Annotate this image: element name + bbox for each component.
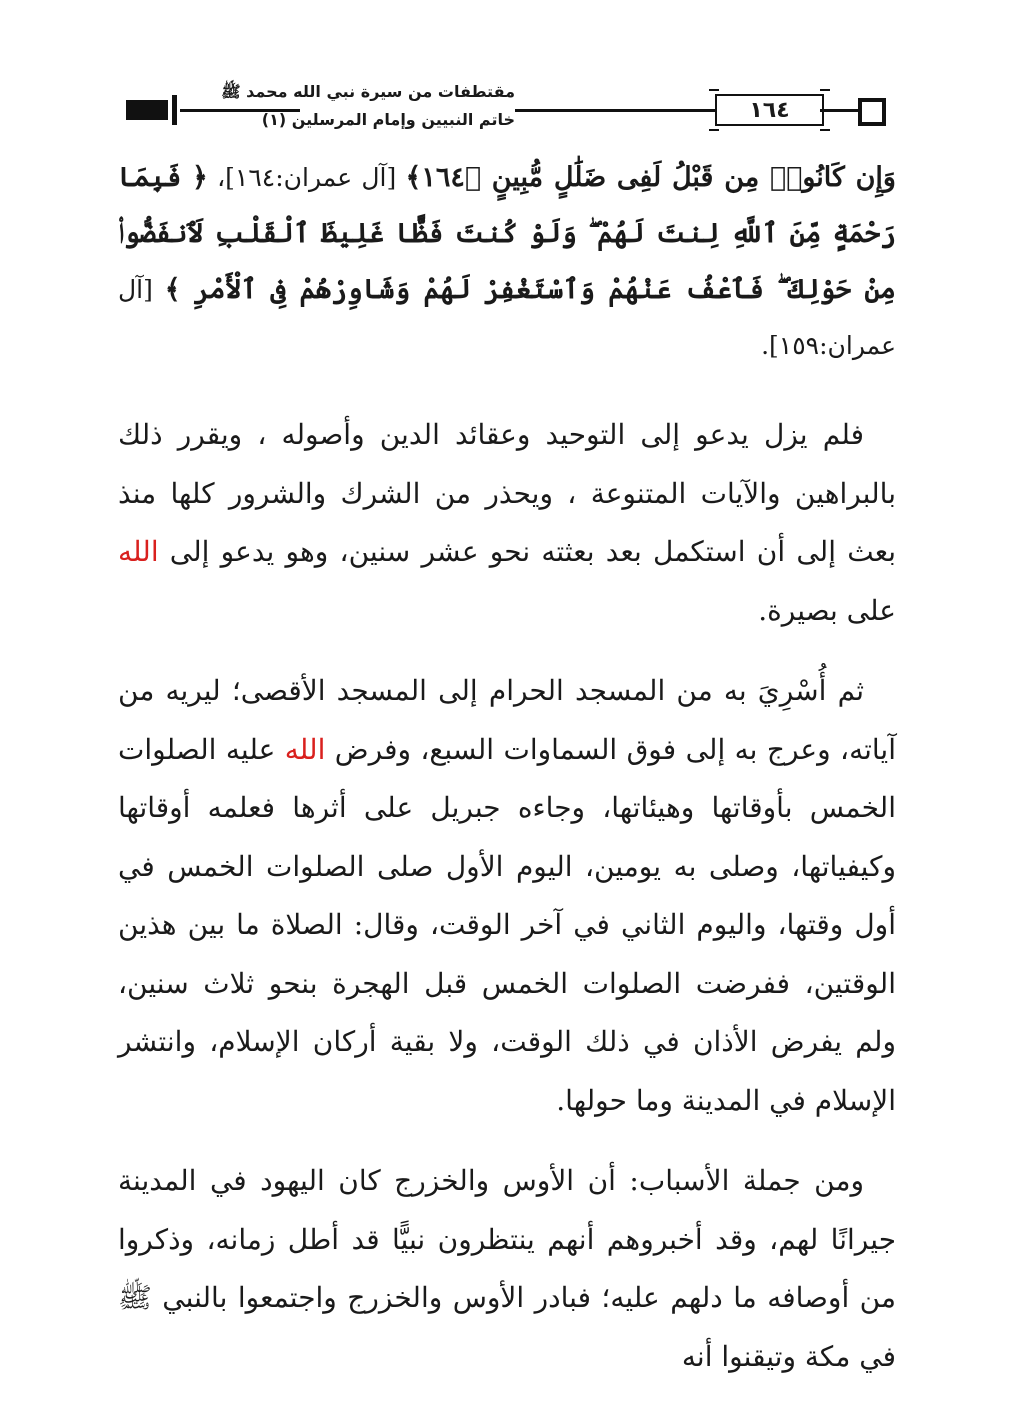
paragraph-1-text-b: على بصيرة. — [758, 593, 896, 627]
paragraph-2-text-b: عليه الصلوات الخمس بأوقاتها وهيئاتها، وجاءه جبريل على أثرها فعلمه أوقاتها وكيفياتها، وصلى به يومين، اليوم الأول صلى الصلوات الخمس في أول وقتها، واليوم الثاني في آخر الوقت، وقال: الصلاة ما بين هذين الوقتين، ففرضت الصلوات الخمس قبل الهجرة بنحو ثلاث سنين، ولم يفرض الأذان في ذلك الوقت، ولا بقية أركان الإسلام، وانتشر الإسلام في المدينة وما حولها. — [118, 732, 896, 1117]
divine-name: الله — [118, 535, 159, 568]
header-rule-right — [820, 109, 860, 112]
paragraph-1-text-a: فلم يزل يدعو إلى التوحيد وعقائد الدين وأصوله ، ويقرر ذلك بالبراهين والآيات المتنوعة ، ويحذر من الشرك والشرور كلها منذ بعث إلى أن استكمل بعد بعثته نحو عشر سنين، وهو يدعو إلى — [118, 418, 896, 568]
header-ornament-box — [858, 98, 886, 126]
header-ornament-block — [126, 100, 168, 120]
paragraph-1 — [118, 406, 896, 640]
running-title — [221, 78, 515, 134]
page-body — [118, 150, 896, 1408]
page-number-frame — [715, 94, 824, 126]
verse-reference-1: [آل عمران:١٦٤]، — [207, 163, 406, 192]
running-title-line1: مقتطفات من سيرة نبي الله محمد ﷺ — [221, 82, 515, 101]
paragraph-2-text-a: ثم أُسْرِيَ به من المسجد الحرام إلى المسجد الأقصى؛ ليريه من آياته، وعرج به إلى فوق السماوات السبع، وفرض — [118, 674, 896, 766]
paragraph-2 — [118, 662, 896, 1130]
running-title-line2: خاتم النبيين وإمام المرسلين (١) — [261, 110, 515, 129]
header-ornament-notch — [172, 95, 177, 125]
divine-name: الله — [284, 732, 326, 766]
header-rule-middle — [515, 109, 715, 112]
paragraph-3: ومن جملة الأسباب: أن الأوس والخزرج كان اليهود في المدينة جيرانًا لهم، وقد أخبروهم أنهم ينتظرون نبيًّا قد أطل زمانه، وذكروا من أوصافه ما دلهم عليه؛ فبادر الأوس والخزرج واجتمعوا بالنبي ﷺ في مكة وتيقنوا أنه — [118, 1164, 896, 1373]
quran-verse-1: وَإِن كَانُوا۟ مِن قَبْلُ لَفِى ضَلَٰلٍ مُّبِينٍ ﴿١٦٤﴾ — [405, 162, 896, 193]
page-header — [120, 78, 895, 138]
quran-verse-2: ﴿ فَبِمَا رَحْمَةٍ مِّنَ ٱللَّهِ لِنتَ لَهُمْ ۖ وَلَوْ كُنتَ فَظًّا غَلِيظَ ٱلْقَلْبِ لَٱنفَضُّوا۟ مِنْ حَوْلِكَ ۖ فَٱعْفُ عَنْهُمْ وَٱسْتَغْفِرْ لَهُمْ وَشَاوِرْهُمْ فِى ٱلْأَمْرِ ﴾ — [118, 162, 897, 305]
page-number: ١٦٤ — [749, 97, 790, 123]
quran-verses — [118, 150, 896, 374]
verse-reference-2: [آل عمران:١٥٩]. — [118, 275, 896, 360]
